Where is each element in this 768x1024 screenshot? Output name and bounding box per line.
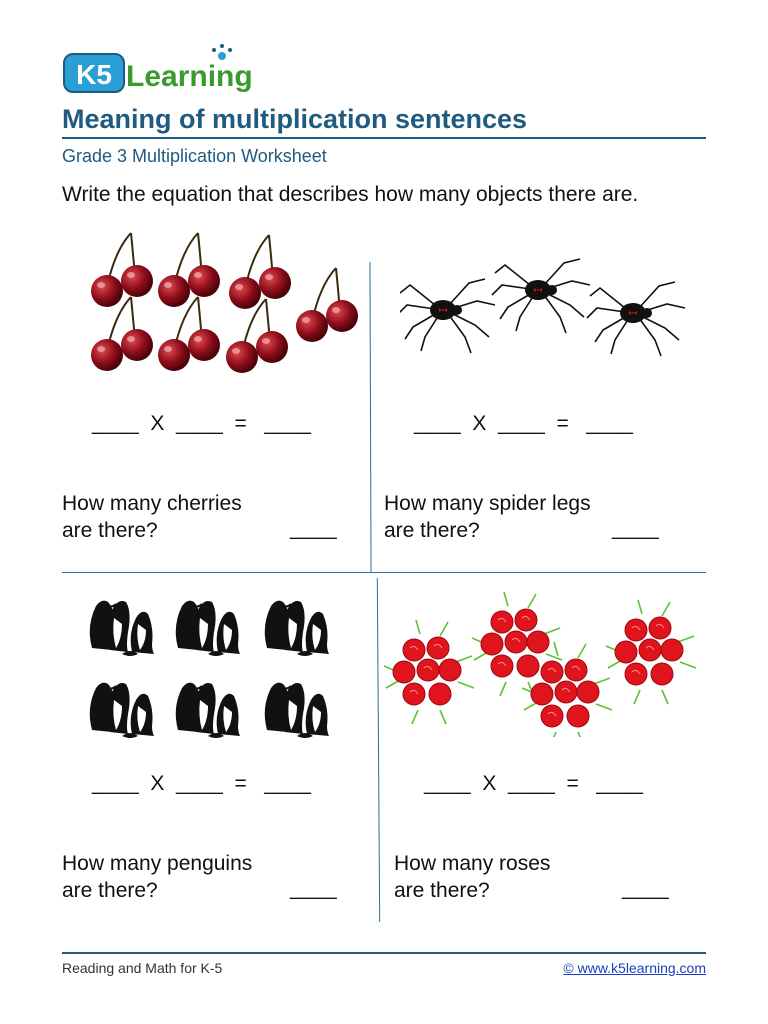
spider-icon (400, 250, 695, 360)
answer-blank-spider-legs: ____ (612, 517, 659, 540)
footer-rule (62, 952, 706, 954)
question-penguins (62, 850, 252, 904)
vertical-divider-top (369, 262, 371, 572)
question-cherries (62, 490, 242, 544)
equation-roses: ____ X ____ = ____ (424, 772, 643, 795)
question-line: are there? (62, 519, 158, 542)
k5-learning-logo (62, 40, 262, 100)
svg-text:Learning: Learning (126, 60, 253, 93)
svg-text:K5: K5 (76, 59, 112, 90)
equation-penguins: ____ X ____ = ____ (92, 772, 311, 795)
equation-spider-legs: ____ X ____ = ____ (414, 412, 633, 435)
instructions-text: Write the equation that describes how many objects there are. (62, 183, 639, 206)
question-line: How many cherries (62, 492, 242, 515)
horizontal-divider (62, 572, 706, 573)
question-line: How many roses (394, 852, 551, 875)
answer-blank-roses: ____ (622, 877, 669, 900)
footer-tagline: Reading and Math for K-5 (62, 960, 223, 976)
footer-website-link[interactable]: © www.k5learning.com (563, 960, 706, 976)
question-spider-legs (384, 490, 591, 544)
question-line: are there? (384, 519, 480, 542)
equation-cherries: ____ X ____ = ____ (92, 412, 311, 435)
cherry-icon (80, 225, 365, 380)
page-title: Meaning of multiplication sentences (62, 104, 528, 134)
question-line: are there? (394, 879, 490, 902)
rose-icon (380, 582, 705, 737)
page-subtitle: Grade 3 Multiplication Worksheet (62, 146, 327, 166)
title-rule (62, 137, 706, 139)
question-line: are there? (62, 879, 158, 902)
question-line: How many spider legs (384, 492, 591, 515)
answer-blank-penguins: ____ (290, 877, 337, 900)
question-roses (394, 850, 550, 904)
question-line: How many penguins (62, 852, 253, 875)
answer-blank-cherries: ____ (290, 517, 337, 540)
penguin-icon (82, 588, 342, 738)
